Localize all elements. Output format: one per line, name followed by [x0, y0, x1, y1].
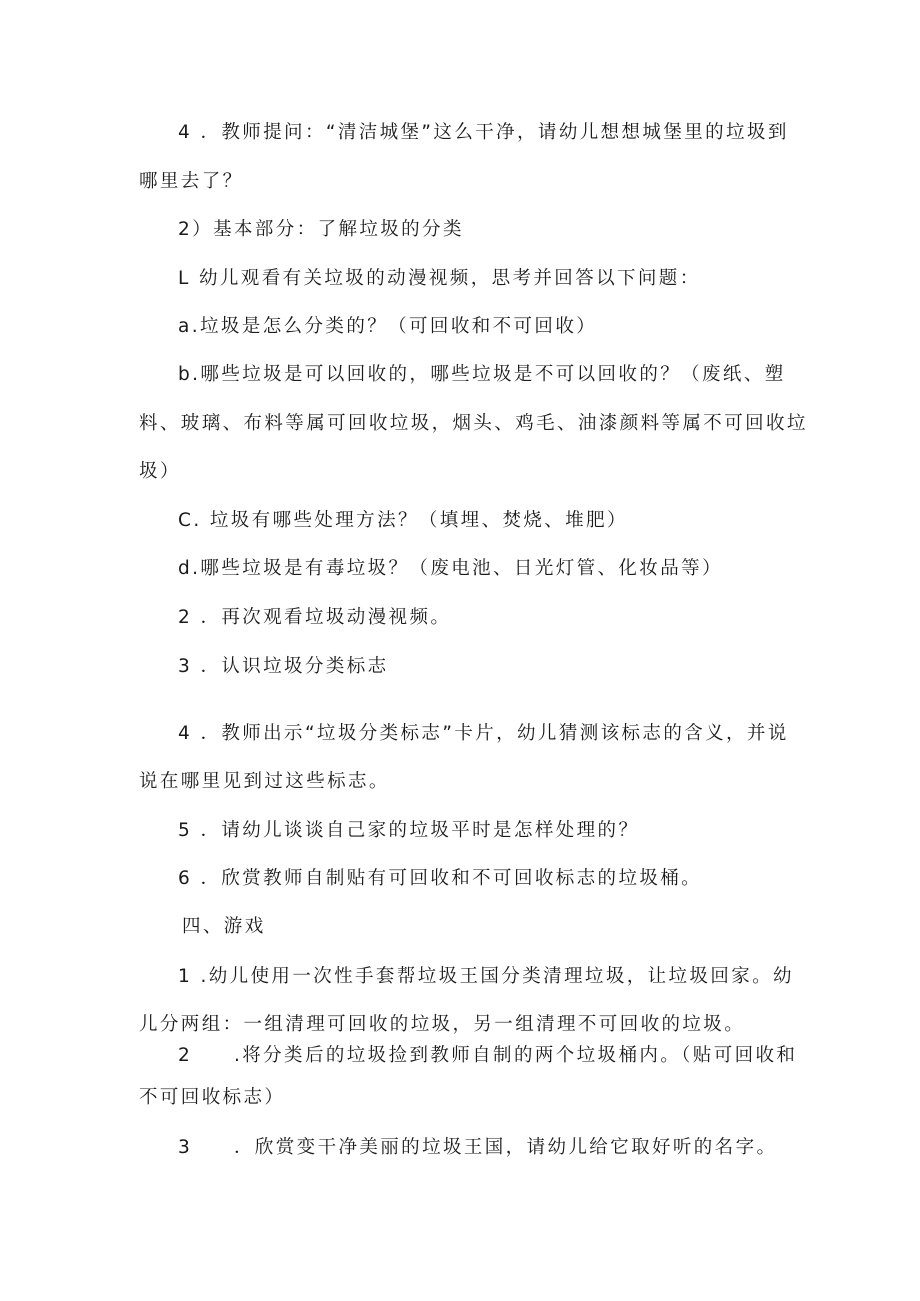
paragraph-line: b.哪些垃圾是可以回收的，哪些垃圾是不可以回收的？（废纸、塑 [178, 364, 786, 385]
section-heading: 2）基本部分：了解垃圾的分类 [178, 219, 464, 240]
paragraph-line: 哪里去了？ [139, 171, 244, 192]
paragraph-line: a.垃圾是怎么分类的？（可回收和不可回收） [178, 316, 598, 337]
paragraph-line: 4 ．教师提问：“清洁城堡”这么干净，请幼儿想想城堡里的垃圾到 [178, 122, 789, 143]
paragraph-line: L 幼儿观看有关垃圾的动漫视频，思考并回答以下问题： [178, 268, 701, 289]
paragraph-line: 2 ．再次观看垃圾动漫视频。 [178, 607, 452, 628]
section-heading: 四、游戏 [182, 916, 266, 937]
paragraph-line: 不可回收标志） [139, 1087, 286, 1108]
paragraph-line: C. 垃圾有哪些处理方法？（填埋、焚烧、堆肥） [178, 510, 628, 531]
paragraph-line: 4 ．教师出示“垃圾分类标志”卡片，幼儿猜测该标志的含义，并说 [178, 723, 789, 744]
paragraph-line: 1 .幼儿使用一次性手套帮垃圾王国分类清理垃圾，让垃圾回家。幼 [178, 966, 794, 987]
paragraph-line: 圾） [139, 461, 181, 482]
paragraph-line: 3 ．欣赏变干净美丽的垃圾王国，请幼儿给它取好听的名字。 [178, 1137, 778, 1158]
paragraph-line: 3 ．认识垃圾分类标志 [178, 656, 389, 677]
paragraph-line: 5 ．请幼儿谈谈自己家的垃圾平时是怎样处理的？ [178, 820, 640, 841]
paragraph-line: d.哪些垃圾是有毒垃圾？（废电池、日光灯管、化妆品等） [178, 558, 723, 579]
paragraph-line: 料、玻璃、布料等属可回收垃圾，烟头、鸡毛、油漆颜料等属不可回收垃 [139, 413, 808, 434]
paragraph-line: 说在哪里见到过这些标志。 [139, 771, 390, 792]
paragraph-line: 2 .将分类后的垃圾捡到教师自制的两个垃圾桶内。（贴可回收和 [178, 1045, 798, 1066]
paragraph-line: 儿分两组：一组清理可回收的垃圾，另一组清理不可回收的垃圾。 [139, 1014, 746, 1035]
paragraph-line: 6 ．欣赏教师自制贴有可回收和不可回收标志的垃圾桶。 [178, 868, 703, 889]
